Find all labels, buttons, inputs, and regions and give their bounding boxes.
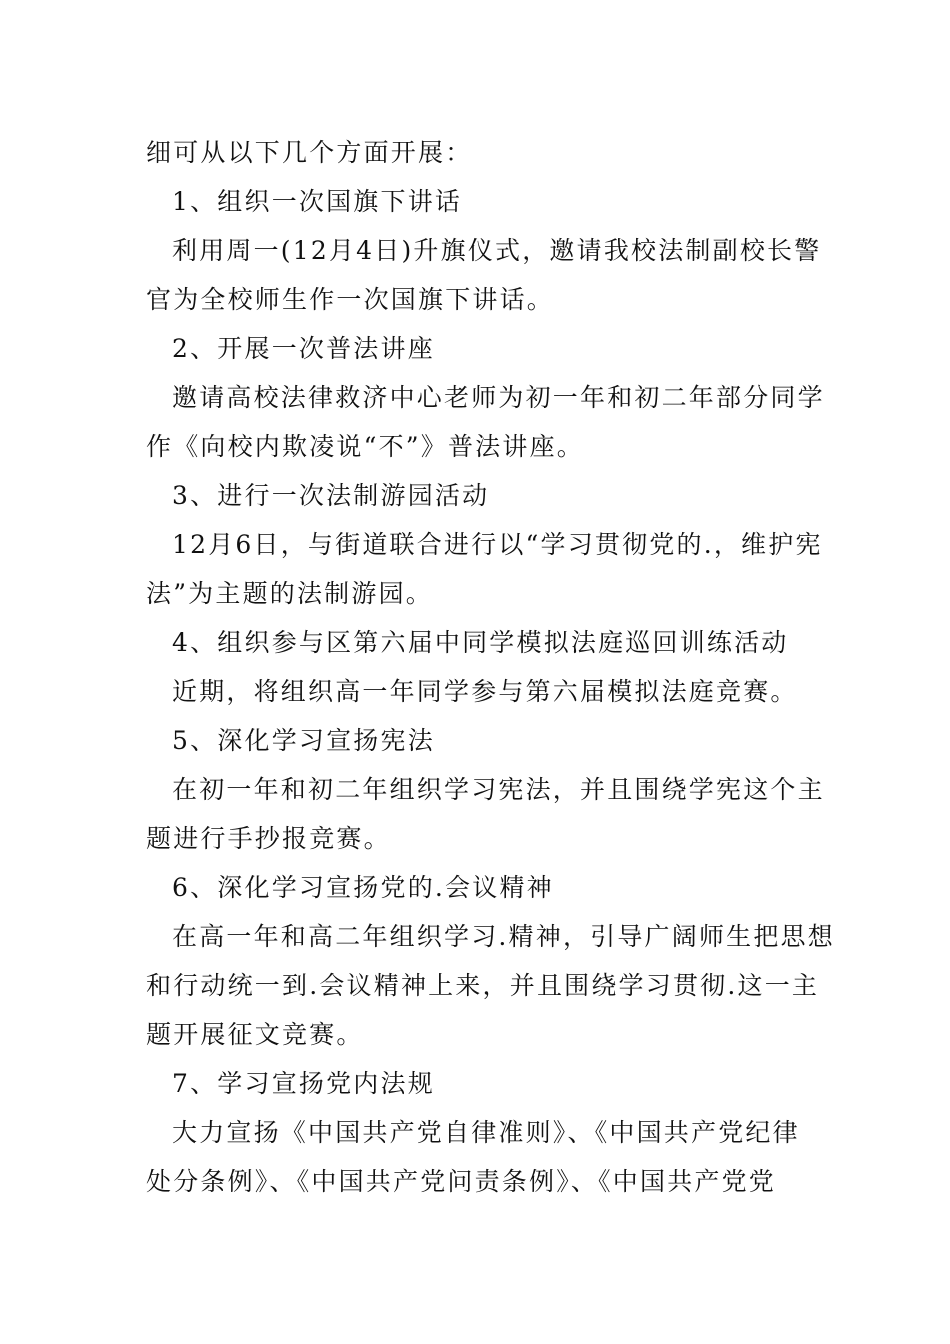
document-body: [146, 128, 835, 1206]
paragraph-continuation: 细可从以下几个方面开展：: [146, 138, 473, 167]
paragraph-line: 邀请高校法律救济中心老师为初一年和初二年部分同学: [172, 383, 825, 412]
paragraph-line: 题开展征文竞赛。: [146, 1020, 364, 1049]
paragraph-line: 利用周一(12月4日)升旗仪式，邀请我校法制副校长警: [172, 236, 822, 265]
paragraph-line: 作《向校内欺凌说“不”》普法讲座。: [146, 432, 584, 461]
paragraph-line: 在初一年和初二年组织学习宪法，并且围绕学宪这个主: [172, 775, 825, 804]
paragraph-line: 题进行手抄报竞赛。: [146, 824, 391, 853]
section-heading-1: 1、组织一次国旗下讲话: [172, 187, 463, 216]
paragraph-line: 大力宣扬《中国共产党自律准则》、《中国共产党纪律: [172, 1118, 800, 1147]
paragraph-line: 法”为主题的法制游园。: [146, 579, 433, 608]
section-heading-7: 7、学习宣扬党内法规: [172, 1069, 435, 1098]
paragraph-line: 处分条例》、《中国共产党问责条例》、《中国共产党党: [146, 1167, 777, 1196]
section-heading-4: 4、组织参与区第六届中同学模拟法庭巡回训练活动: [172, 628, 789, 657]
paragraph-line: 在高一年和高二年组织学习.精神，引导广阔师生把思想: [172, 922, 835, 951]
section-heading-3: 3、进行一次法制游园活动: [172, 481, 490, 510]
paragraph-line: 官为全校师生作一次国旗下讲话。: [146, 285, 555, 314]
section-heading-2: 2、开展一次普法讲座: [172, 334, 435, 363]
paragraph-line: 近期，将组织高一年同学参与第六届模拟法庭竞赛。: [172, 677, 798, 706]
paragraph-line: 和行动统一到.会议精神上来，并且围绕学习贯彻.这一主: [146, 971, 820, 1000]
section-heading-6: 6、深化学习宣扬党的.会议精神: [172, 873, 554, 902]
paragraph-line: 12月6日，与街道联合进行以“学习贯彻党的.，维护宪: [172, 530, 823, 559]
section-heading-5: 5、深化学习宣扬宪法: [172, 726, 435, 755]
